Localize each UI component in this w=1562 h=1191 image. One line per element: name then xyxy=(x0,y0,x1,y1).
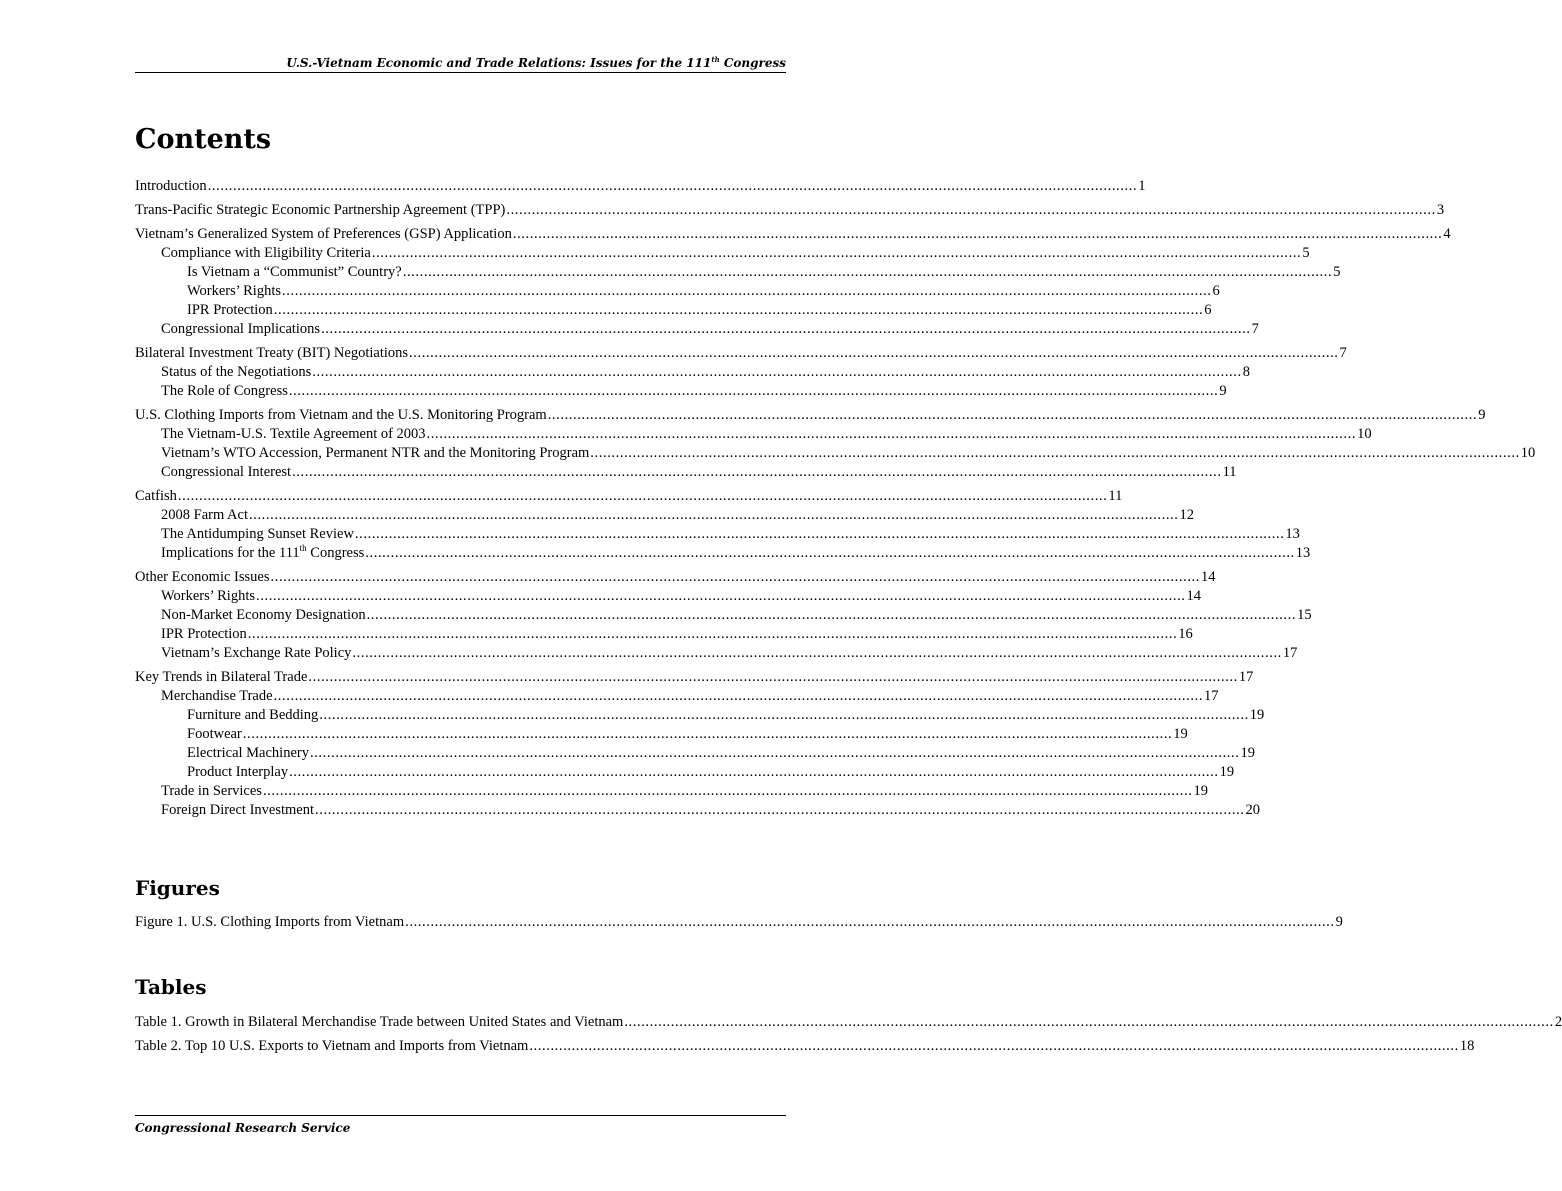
toc-entry-page-number: 14 xyxy=(1201,569,1216,585)
toc-entry[interactable] xyxy=(135,706,1265,725)
dot-leader: ............................................................................................................................................................................................................................ xyxy=(308,669,1238,685)
toc-entry-label xyxy=(135,568,270,587)
toc-entry[interactable] xyxy=(135,1013,1562,1032)
toc-entry[interactable] xyxy=(135,525,1300,544)
dot-leader: ............................................................................................................................................................................................................................ xyxy=(249,507,1179,523)
toc-entry-label-text: 2008 Farm Act xyxy=(161,507,248,523)
toc-entry[interactable] xyxy=(135,463,1237,482)
toc-entry-page-number: 15 xyxy=(1297,607,1312,623)
toc-entry-page-number: 17 xyxy=(1238,669,1254,685)
toc-entry-label-text: Vietnam’s WTO Accession, Permanent NTR and the Monitoring Program xyxy=(161,445,590,461)
dot-leader: ............................................................................................................................................................................................................................ xyxy=(529,1038,1459,1054)
toc-entry-page-number: 19 xyxy=(1193,783,1208,799)
toc-entry-label xyxy=(161,525,354,544)
dot-leader: ............................................................................................................................................................................................................................ xyxy=(309,745,1240,761)
toc-entry-label xyxy=(135,225,512,244)
dot-leader: ............................................................................................................................................................................................................................ xyxy=(207,178,1138,194)
toc-entry-page-number: 14 xyxy=(1186,588,1202,604)
toc-entry[interactable] xyxy=(135,543,1311,563)
toc-entry[interactable] xyxy=(135,177,1146,196)
toc-entry-label xyxy=(161,782,262,801)
toc-entry[interactable] xyxy=(135,263,1341,282)
toc-entry-label-text: U.S. Clothing Imports from Vietnam and the U.S. Monitoring Program xyxy=(135,407,547,423)
dot-leader: ............................................................................................................................................................................................................................ xyxy=(402,264,1333,280)
toc-entry[interactable] xyxy=(135,344,1347,363)
toc-entry-label xyxy=(161,444,589,463)
toc-entry-page-number: 20 xyxy=(1245,802,1261,818)
dot-leader: ............................................................................................................................................................................................................................ xyxy=(270,569,1200,585)
toc-entry-label xyxy=(135,668,307,687)
tables-heading: Tables xyxy=(135,975,207,999)
toc-entry-label-text: Vietnam’s Generalized System of Preferences (GSP) Application xyxy=(135,226,512,242)
toc-entry[interactable] xyxy=(135,244,1310,263)
toc-entry-label-text: IPR Protection xyxy=(187,302,273,318)
toc-entry[interactable] xyxy=(135,625,1193,644)
toc-entry-label xyxy=(135,487,177,506)
toc-entry[interactable] xyxy=(135,363,1250,382)
dot-leader: ............................................................................................................................................................................................................................ xyxy=(288,383,1219,399)
toc-entry-label-text: Catfish xyxy=(135,488,177,504)
contents-list xyxy=(135,177,1536,820)
toc-entry-label xyxy=(135,1037,528,1056)
running-footer: Congressional Research Service xyxy=(135,1121,351,1135)
toc-entry-label xyxy=(135,201,505,220)
dot-leader: ............................................................................................................................................................................................................................ xyxy=(177,488,1108,504)
toc-entry[interactable] xyxy=(135,406,1486,425)
dot-leader: ............................................................................................................................................................................................................................ xyxy=(512,226,1443,242)
toc-entry[interactable] xyxy=(135,687,1219,706)
toc-entry-page-number: 10 xyxy=(1520,445,1536,461)
toc-entry-label-text: Workers’ Rights xyxy=(161,588,256,604)
toc-entry[interactable] xyxy=(135,1037,1475,1056)
toc-entry-label xyxy=(187,763,288,782)
toc-entry-page-number: 3 xyxy=(1436,202,1445,218)
dot-leader: ............................................................................................................................................................................................................................ xyxy=(319,707,1249,723)
dot-leader: ............................................................................................................................................................................................................................ xyxy=(366,607,1297,623)
toc-entry[interactable] xyxy=(135,668,1254,687)
toc-entry[interactable] xyxy=(135,382,1227,401)
toc-entry-label xyxy=(187,263,402,282)
toc-entry-page-number: 19 xyxy=(1240,745,1255,761)
toc-entry-label-text: Introduction xyxy=(135,178,207,194)
dot-leader: ............................................................................................................................................................................................................................ xyxy=(312,364,1242,380)
toc-entry[interactable] xyxy=(135,763,1235,782)
toc-entry[interactable] xyxy=(135,444,1536,463)
toc-entry-label xyxy=(187,725,242,744)
toc-entry-page-number: 10 xyxy=(1357,426,1372,442)
toc-entry-label xyxy=(161,363,311,382)
toc-entry-label xyxy=(187,706,318,725)
dot-leader: ............................................................................................................................................................................................................................ xyxy=(405,914,1335,930)
dot-leader: ............................................................................................................................................................................................................................ xyxy=(352,645,1282,661)
toc-entry[interactable] xyxy=(135,913,1343,932)
toc-entry-label-text: The Role of Congress xyxy=(161,383,288,399)
toc-entry-label-text: Compliance with Eligibility Criteria xyxy=(161,245,371,261)
header-rule xyxy=(135,72,786,73)
toc-entry[interactable] xyxy=(135,744,1255,763)
toc-entry-page-number: 9 xyxy=(1335,914,1343,930)
toc-entry-page-number: 13 xyxy=(1285,526,1300,542)
toc-entry-page-number: 9 xyxy=(1478,407,1486,423)
toc-entry-label xyxy=(161,801,314,820)
toc-entry-label-text: Implications for the 111 xyxy=(161,545,300,561)
dot-leader: ............................................................................................................................................................................................................................ xyxy=(365,545,1295,561)
toc-entry-page-number: 19 xyxy=(1219,764,1235,780)
figures-list xyxy=(135,913,1343,932)
toc-entry-label-text: Congressional Implications xyxy=(161,321,321,337)
toc-entry-label-text: Electrical Machinery xyxy=(187,745,309,761)
contents-heading: Contents xyxy=(135,124,272,155)
dot-leader: ............................................................................................................................................................................................................................ xyxy=(506,202,1436,218)
dot-leader: ............................................................................................................................................................................................................................ xyxy=(262,783,1193,799)
toc-entry-page-number: 9 xyxy=(1219,383,1227,399)
toc-entry-page-number: 18 xyxy=(1459,1038,1475,1054)
toc-entry-page-number: 11 xyxy=(1222,464,1237,480)
toc-entry-label-superscript: th xyxy=(299,543,307,554)
dot-leader: ............................................................................................................................................................................................................................ xyxy=(321,321,1251,337)
dot-leader: ............................................................................................................................................................................................................................ xyxy=(315,802,1245,818)
toc-entry-label xyxy=(135,1013,623,1032)
running-header xyxy=(135,55,786,71)
toc-entry-label-text: Table 2. Top 10 U.S. Exports to Vietnam and Imports from Vietnam xyxy=(135,1038,529,1054)
toc-entry[interactable] xyxy=(135,301,1212,320)
toc-entry-page-number: 4 xyxy=(1443,226,1451,242)
toc-entry[interactable] xyxy=(135,506,1194,525)
toc-entry-label-text: The Vietnam-U.S. Textile Agreement of 2003 xyxy=(161,426,426,442)
dot-leader: ............................................................................................................................................................................................................................ xyxy=(590,445,1520,461)
toc-entry[interactable] xyxy=(135,282,1220,301)
toc-entry-label-text: Key Trends in Bilateral Trade xyxy=(135,669,308,685)
toc-entry-label xyxy=(161,544,364,563)
toc-entry-label-text: Foreign Direct Investment xyxy=(161,802,315,818)
toc-entry-label-text: The Antidumping Sunset Review xyxy=(161,526,354,542)
toc-entry-label xyxy=(161,687,273,706)
toc-entry-label-text: Figure 1. U.S. Clothing Imports from Vietnam xyxy=(135,914,405,930)
toc-entry[interactable] xyxy=(135,801,1261,820)
toc-entry[interactable] xyxy=(135,487,1123,506)
tables-list xyxy=(135,1013,1562,1056)
toc-entry-label xyxy=(161,463,291,482)
toc-entry-page-number: 11 xyxy=(1108,488,1123,504)
toc-entry-label xyxy=(161,587,255,606)
toc-entry-page-number: 17 xyxy=(1204,688,1219,704)
toc-entry-label xyxy=(161,506,248,525)
toc-entry-label-text: Other Economic Issues xyxy=(135,569,270,585)
toc-entry-page-number: 6 xyxy=(1204,302,1212,318)
toc-entry[interactable] xyxy=(135,782,1208,801)
toc-entry-label xyxy=(161,382,288,401)
toc-entry-page-number: 16 xyxy=(1178,626,1193,642)
toc-entry-page-number: 19 xyxy=(1173,726,1188,742)
toc-entry-page-number: 12 xyxy=(1179,507,1194,523)
dot-leader: ............................................................................................................................................................................................................................ xyxy=(273,688,1204,704)
toc-entry-page-number: 13 xyxy=(1295,545,1311,561)
toc-entry-label-text: Trans-Pacific Strategic Economic Partnership Agreement (TPP) xyxy=(135,202,506,218)
toc-entry-label xyxy=(135,344,408,363)
dot-leader: ............................................................................................................................................................................................................................ xyxy=(282,283,1212,299)
toc-entry-label xyxy=(161,625,247,644)
toc-entry[interactable] xyxy=(135,225,1451,244)
toc-entry-page-number: 17 xyxy=(1282,645,1298,661)
toc-entry-page-number: 6 xyxy=(1212,283,1220,299)
dot-leader: ............................................................................................................................................................................................................................ xyxy=(289,764,1219,780)
dot-leader: ............................................................................................................................................................................................................................ xyxy=(273,302,1204,318)
toc-entry-page-number: 7 xyxy=(1339,345,1347,361)
toc-entry-label-text: IPR Protection xyxy=(161,626,247,642)
toc-entry-label-text: Workers’ Rights xyxy=(187,283,282,299)
dot-leader: ............................................................................................................................................................................................................................ xyxy=(242,726,1173,742)
toc-entry-label xyxy=(161,425,426,444)
toc-entry-label-text: Congressional Interest xyxy=(161,464,292,480)
dot-leader: ............................................................................................................................................................................................................................ xyxy=(426,426,1357,442)
dot-leader: ............................................................................................................................................................................................................................ xyxy=(409,345,1339,361)
toc-entry-page-number: 2 xyxy=(1554,1014,1562,1030)
dot-leader: ............................................................................................................................................................................................................................ xyxy=(547,407,1478,423)
toc-entry-label xyxy=(161,606,366,625)
dot-leader: ............................................................................................................................................................................................................................ xyxy=(292,464,1222,480)
toc-entry[interactable] xyxy=(135,725,1188,744)
header-title-superscript: th xyxy=(711,55,720,64)
toc-entry-page-number: 5 xyxy=(1333,264,1341,280)
toc-entry-label-text: Product Interplay xyxy=(187,764,289,780)
toc-entry-page-number: 1 xyxy=(1138,178,1146,194)
toc-entry[interactable] xyxy=(135,201,1445,220)
footer-rule xyxy=(135,1115,786,1116)
header-title-suffix: Congress xyxy=(719,56,786,70)
toc-entry-label-text: Table 1. Growth in Bilateral Merchandise Trade between United States and Vietnam xyxy=(135,1014,624,1030)
toc-entry-label-text: Merchandise Trade xyxy=(161,688,273,704)
toc-entry-label-text: Non-Market Economy Designation xyxy=(161,607,366,623)
toc-entry-label xyxy=(135,913,404,932)
toc-entry-label xyxy=(135,177,207,196)
toc-entry-label xyxy=(187,301,273,320)
dot-leader: ............................................................................................................................................................................................................................ xyxy=(354,526,1285,542)
toc-entry[interactable] xyxy=(135,568,1216,587)
toc-entry-label-text: Furniture and Bedding xyxy=(187,707,319,723)
toc-entry-label-tail: Congress xyxy=(306,545,365,561)
toc-entry-page-number: 5 xyxy=(1302,245,1310,261)
toc-entry-label xyxy=(135,406,547,425)
toc-entry-label xyxy=(187,744,309,763)
header-title-text: U.S.-Vietnam Economic and Trade Relations: Issues for the 111 xyxy=(286,56,712,70)
dot-leader: ............................................................................................................................................................................................................................ xyxy=(624,1014,1554,1030)
toc-entry[interactable] xyxy=(135,320,1259,339)
dot-leader: ............................................................................................................................................................................................................................ xyxy=(256,588,1186,604)
toc-entry-label-text: Status of the Negotiations xyxy=(161,364,312,380)
toc-entry-page-number: 7 xyxy=(1251,321,1259,337)
dot-leader: ............................................................................................................................................................................................................................ xyxy=(371,245,1302,261)
toc-entry-label-text: Bilateral Investment Treaty (BIT) Negotiations xyxy=(135,345,409,361)
toc-entry[interactable] xyxy=(135,425,1372,444)
toc-entry[interactable] xyxy=(135,606,1312,625)
toc-entry[interactable] xyxy=(135,644,1298,663)
toc-entry-label-text: Is Vietnam a “Communist” Country? xyxy=(187,264,402,280)
toc-entry-label xyxy=(161,644,351,663)
toc-entry-label xyxy=(161,244,371,263)
toc-entry[interactable] xyxy=(135,587,1202,606)
toc-entry-label xyxy=(161,320,320,339)
dot-leader: ............................................................................................................................................................................................................................ xyxy=(247,626,1178,642)
toc-entry-label-text: Vietnam’s Exchange Rate Policy xyxy=(161,645,352,661)
figures-heading: Figures xyxy=(135,876,220,900)
toc-entry-label-text: Footwear xyxy=(187,726,242,742)
toc-entry-page-number: 19 xyxy=(1249,707,1265,723)
toc-entry-label xyxy=(187,282,281,301)
toc-entry-label-text: Trade in Services xyxy=(161,783,262,799)
toc-entry-page-number: 8 xyxy=(1242,364,1250,380)
